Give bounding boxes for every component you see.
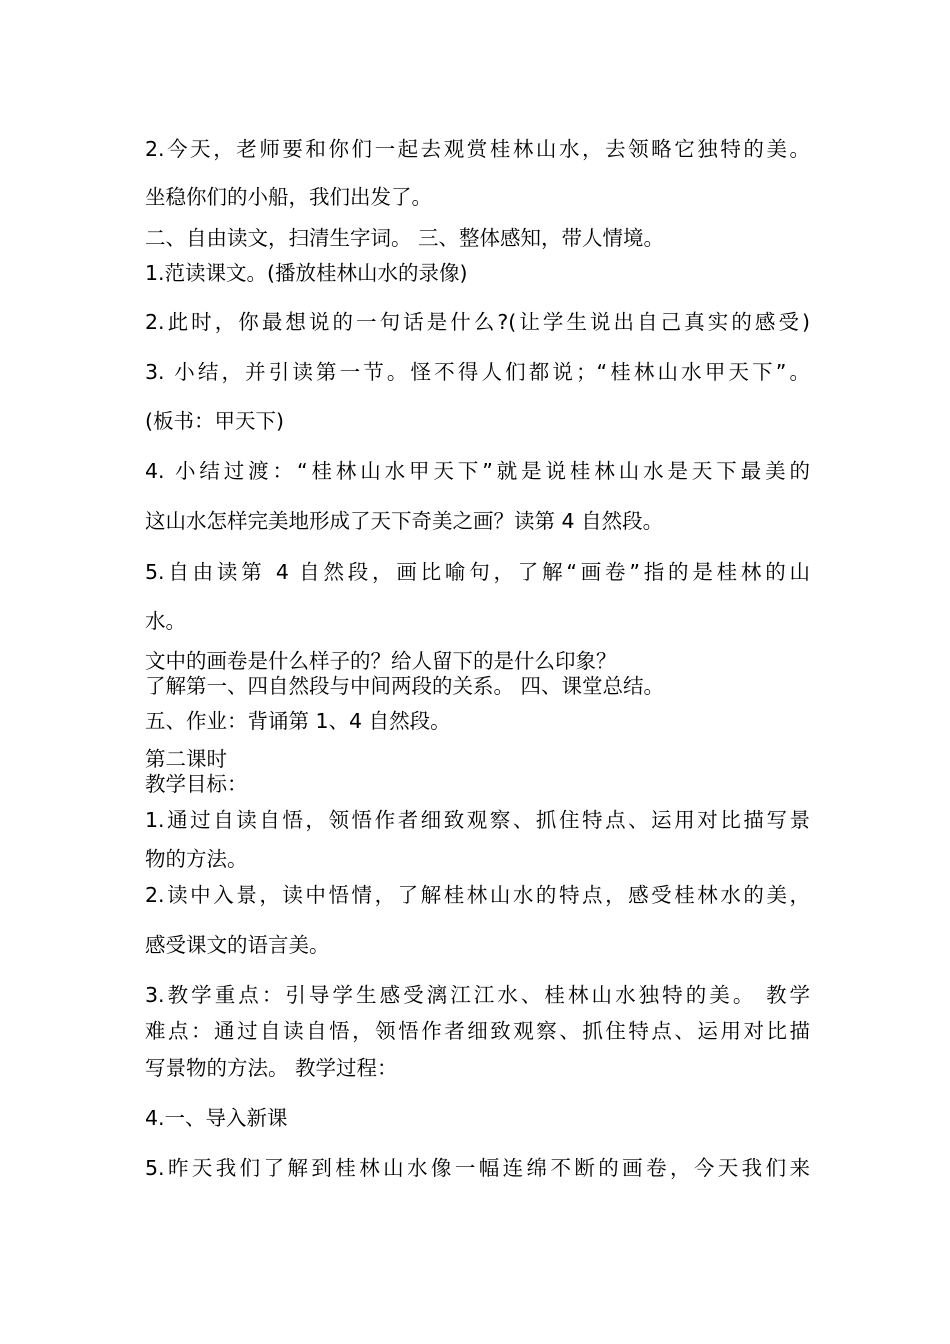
text-line: 2.读中入景，读中悟情，了解桂林山水的特点，感受桂林水的美， xyxy=(145,883,810,907)
text-line: 3.教学重点：引导学生感受漓江江水、桂林山水独特的美。 教学 xyxy=(145,983,810,1007)
text-line: 2.今天，老师要和你们一起去观赏桂林山水，去领略它独特的美。 xyxy=(145,137,810,161)
text-line: 水。 xyxy=(145,609,186,633)
text-line: 第二课时 xyxy=(145,747,227,771)
text-line: 教学目标： xyxy=(145,772,248,796)
text-line: 2.此时，你最想说的一句话是什么?(让学生说出自己真实的感受) xyxy=(145,310,810,334)
text-line: 1.范读课文。(播放桂林山水的录像) xyxy=(145,261,468,285)
text-line: (板书：甲天下) xyxy=(145,409,284,433)
text-line: 文中的画卷是什么样子的？给人留下的是什么印象？ xyxy=(145,649,617,673)
text-line: 1.通过自读自悟，领悟作者细致观察、抓住特点、运用对比描写景 xyxy=(145,808,810,832)
text-line: 坐稳你们的小船，我们出发了。 xyxy=(145,185,432,209)
text-line: 写景物的方法。 教学过程： xyxy=(145,1056,398,1080)
text-line: 物的方法。 xyxy=(145,847,248,871)
text-line: 3. 小结，并引读第一节。怪不得人们都说；“桂林山水甲天下”。 xyxy=(145,360,810,384)
text-line: 了解第一、四自然段与中间两段的关系。 四、课堂总结。 xyxy=(145,674,665,698)
text-line: 5.昨天我们了解到桂林山水像一幅连绵不断的画卷，今天我们来 xyxy=(145,1156,810,1180)
text-line: 难点：通过自读自悟，领悟作者细致观察、抓住特点、运用对比描 xyxy=(145,1019,810,1043)
text-line: 五、作业：背诵第 1、4 自然段。 xyxy=(145,709,451,733)
text-line: 感受课文的语言美。 xyxy=(145,933,330,957)
text-line: 4.一、导入新课 xyxy=(145,1106,288,1130)
text-line: 二、自由读文，扫清生字词。 三、整体感知，带人情境。 xyxy=(145,226,665,250)
text-line: 这山水怎样完美地形成了天下奇美之画？读第 4 自然段。 xyxy=(145,509,664,533)
text-line: 4. 小结过渡：“桂林山水甲天下”就是说桂林山水是天下最美的 xyxy=(145,459,810,483)
text-line: 5.自由读第 4 自然段，画比喻句，了解“画卷”指的是桂林的山 xyxy=(145,560,810,584)
